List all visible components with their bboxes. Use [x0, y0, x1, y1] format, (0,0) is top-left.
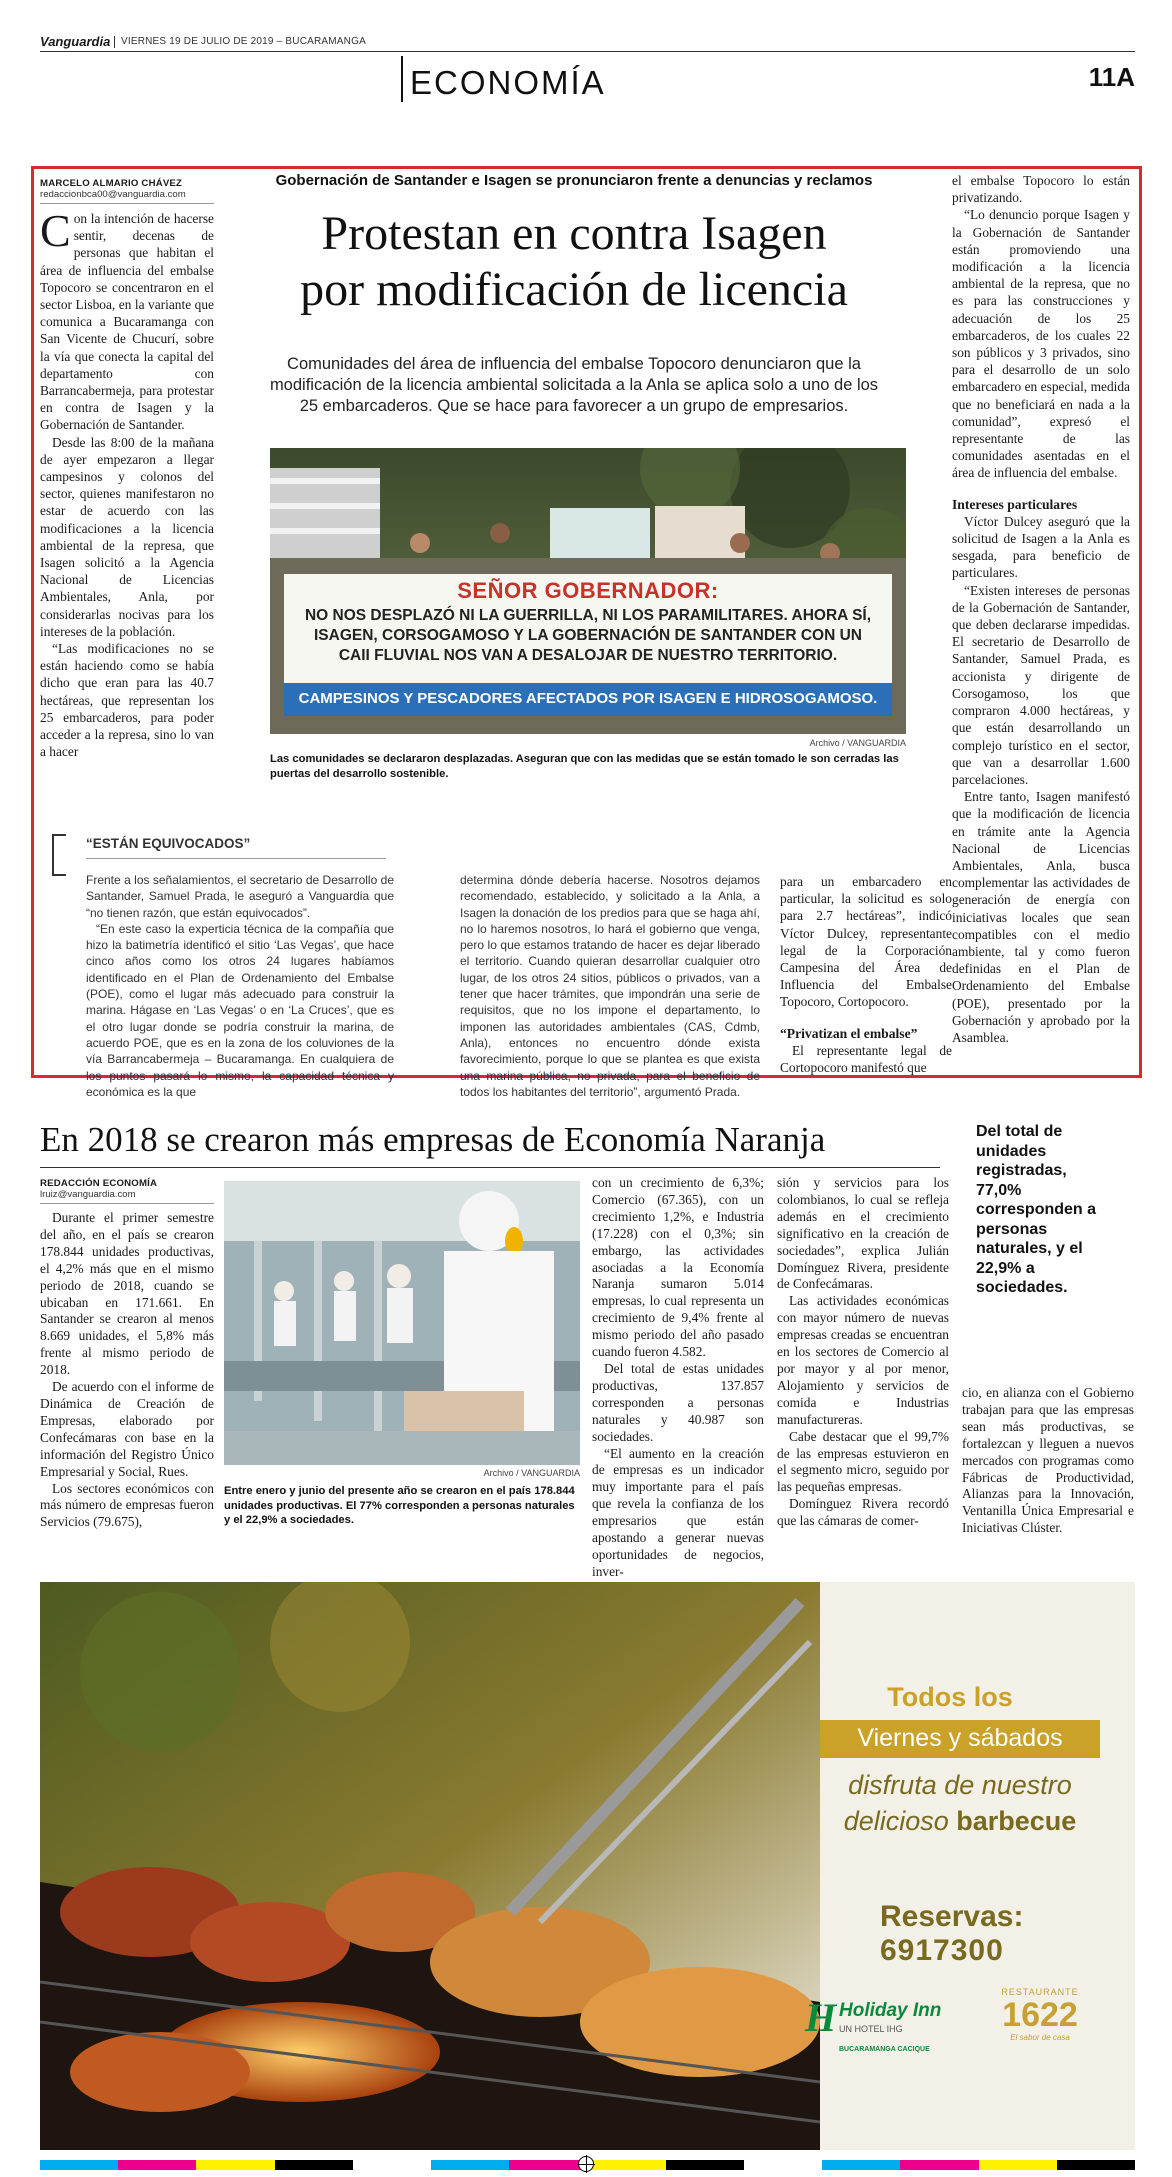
paragraph: Los sectores económicos con más número de empresas fueron Servicios (79.675),	[40, 1480, 214, 1530]
restaurant-label: RESTAURANTE	[1001, 1987, 1079, 1997]
paragraph: el embalse Topocoro lo están privatizando.	[952, 173, 1130, 206]
article1-col4	[780, 873, 952, 1076]
sidebar-col2	[460, 872, 760, 1100]
article2-headline-rule	[40, 1167, 940, 1168]
paragraph: “Las modificaciones no se están haciendo como se había dicho que eran para las 40.7 hectáreas, que representan los 25 embarcaderos, para poder acceder a la represa, sino lo van a hacer	[40, 641, 214, 760]
restaurant-sub: El sabor de casa	[1010, 2033, 1070, 2042]
subhead-intereses: Intereses particulares	[952, 496, 1078, 512]
sidebar-rule	[86, 858, 386, 859]
dateline: VIERNES 19 DE JULIO DE 2019 – BUCARAMANGA	[121, 36, 366, 47]
grill-photo	[40, 1582, 820, 2150]
article1-col1	[40, 178, 214, 761]
byline-email[interactable]: lruiz@vanguardia.com	[40, 1189, 214, 1204]
color-swatch	[196, 2160, 274, 2170]
protest-photo	[270, 448, 906, 734]
paragraph: “En este caso la experticia técnica de la compañía que hizo la batimetría identificó el sitio ‘Las Vegas’, que hace cinco años como los otros 24 lugares habíamos identificado en el Plan de Ordenamiento del Embalse (POE), como el lugar más adecuado para construir la marina. Hágase en ‘Las Vegas’ o en ‘La Cruces’, que es el otro lugar donde se podría construir la marina, de acuerdo POE, que es en la zona de los coluviones de la vía Barrancabermeja – Bucaramanga. En cualquiera de los puntos pasará lo mismo, la capacidad técnica y económica es la que	[86, 921, 394, 1099]
ad-line3: disfruta de nuestro	[848, 1770, 1072, 1800]
paragraph: Entre tanto, Isagen manifestó que la modificación de licencia en trámite ante la Agencia Nacional de Licencias Ambientales, Anla, busca complementar las actividades de generación de energía con iniciativas locales que sean compatibles con el medio ambiente, tal y como fueron definidas en el Plan de Ordenamiento del Embalse (POE), presentado por la Gobernación y aprobado por la Asamblea.	[952, 789, 1130, 1045]
paragraph: on la intención de hacerse sentir, decenas de personas que habitan el área de influencia del embalse Topocoro se concentraron en el sector Lisboa, en la variante que comunica a Bucaramanga con San Vicente de Chucurí, sobre la vía que conecta la capital del departamento con Barrancabermeja, para protestar en contra de Isagen y la Gobernación de Santander.	[40, 211, 214, 433]
banner-line: NO NOS DESPLAZÓ NI LA GUERRILLA, NI LOS PARAMILITARES. AHORA SÍ,	[304, 607, 872, 624]
ad-line4-b: barbecue	[956, 1806, 1077, 1836]
paragraph: El representante legal de Cortopocoro manifestó que	[780, 1042, 952, 1076]
paragraph: determina dónde debería hacerse. Nosotros dejamos recomendado, establecido, y solicitado a la Anla, a Isagen la donación de los predios para que se haga ahí, no lo haremos nosotros, lo hará el gobierno que venga, pero lo que estamos tratando de hacer es dejar liberado el territorio. Cuando quieran desarrollar cualquier otro lugar, de los otros 24 sitios, públicos o privados, van a tener que hacer trámites, que impondrán una serie de requisitos, que no los impone el departamento, lo imponen las autoridades ambientales (CAS, Cdmb, Anla), entonces no encuentro dónde exista favorecimiento, porque lo que se plantea es que exista una marina pública, no privada, para el beneficio de todos los habitantes del territorio”, argumentó Prada.	[460, 873, 760, 1099]
article2-col4	[777, 1175, 949, 1530]
article2-col3	[592, 1175, 764, 1581]
paragraph: Desde las 8:00 de la mañana de ayer empezaron a llegar campesinos y colonos del sector, quienes manifestaron no estar de acuerdo con las modificaciones a la licencia ambiental de la represa, que Isagen solicitó a la Agencia Nacional de Licencias Ambientales, Anla, por considerarlas nocivas para los intereses de la población.	[40, 434, 214, 639]
color-swatch	[509, 2160, 587, 2170]
ad-line1: Todos los	[887, 1682, 1013, 1712]
holiday-inn-logo	[805, 1992, 965, 2062]
brand-logo: Vanguardia	[40, 34, 111, 49]
color-swatch	[431, 2160, 509, 2170]
paragraph: “Lo denuncio porque Isagen y la Gobernación de Santander están promoviendo una modificación a la licencia ambiental de la represa, que no es para las construcciones y adecuación de los 25 embarcaderos, de los cuales 22 son públicos y 3 privados, sino para el desarrollo de un solo embarcadero en especial, medida que no beneficiará en nada a la comunidad”, expresó el representante de las comunidades asentadas en el área de influencia del embalse.	[952, 207, 1130, 481]
paragraph: con un crecimiento de 6,3%; Comercio (67.365), con un crecimiento 1,2%, e Industria (17.228) con el 0,3%; sin embargo, las actividades asociadas a la Economía Naranja sumaron 5.014 empresas, lo cual representa un crecimiento de 9,4% frente al mismo periodo del año pasado cuando fueron 4.582.	[592, 1175, 764, 1360]
paragraph: cio, en alianza con el Gobierno trabajan para que las empresas sean más productivas, se fortalezcan y lleguen a nuevos mercados con programas como Fábricas de Productividad, Alianzas para la Innovación, Ventanilla Única Empresarial e Iniciativas Clúster.	[962, 1385, 1134, 1536]
lead: Comunidades del área de influencia del embalse Topocoro denunciaron que la modificación de la licencia ambiental solicitada a la Anla se aplica solo a uno de los 25 embarcaderos. Que se hace para favorecer a un grupo de empresarios.	[269, 355, 879, 415]
paragraph: Cabe destacar que el 99,7% de las empresas estuvieron en el segmento micro, seguido por las pequeñas empresas.	[777, 1428, 949, 1495]
color-swatch	[588, 2160, 666, 2170]
sidebar-title: “ESTÁN EQUIVOCADOS”	[86, 836, 251, 851]
ad-line4-a: delicioso	[843, 1806, 957, 1836]
paragraph: Durante el primer semestre del año, en el país se crearon 178.844 unidades productivas, el 4,2% más que en el mismo periodo de 2018, cuando se ubicaban en 171.661. En Santander se crearon al menos 8.669 unidades, el 5,8% más frente al mismo periodo de 2018.	[40, 1210, 214, 1378]
sidebar-col1	[86, 872, 394, 1100]
color-swatch	[118, 2160, 196, 2170]
registration-mark-icon	[578, 2156, 594, 2172]
color-swatch	[900, 2160, 978, 2170]
banner-footer: CAMPESINOS Y PESCADORES AFECTADOS POR ISAGEN E HIDROSOGAMOSO.	[298, 690, 878, 707]
header-rule	[40, 51, 1135, 52]
photo-credit: Archivo / VANGUARDIA	[809, 738, 906, 748]
banner-line: ISAGEN, CORSOGAMOSO Y LA GOBERNACIÓN DE SANTANDER CON UN	[314, 627, 862, 644]
page-header	[40, 34, 1135, 104]
headline-line: Protestan en contra Isagen	[321, 207, 827, 260]
ad-line2: Viernes y sábados	[857, 1724, 1063, 1752]
paragraph: Del total de estas unidades productivas, 137.857 corresponden a personas naturales y 40.987 son sociedades.	[592, 1360, 764, 1444]
section-title: ECONOMÍA	[410, 64, 606, 101]
factory-photo	[224, 1181, 580, 1465]
article1-right-col	[952, 172, 1130, 1046]
byline-name: MARCELO ALMARIO CHÁVEZ	[40, 178, 183, 189]
sidebar-bracket	[52, 834, 66, 876]
paragraph: sión y servicios para los colombianos, lo cual se refleja además en el crecimiento significativo en la creación de sociedades”, explica Julián Domínguez Rivera, presidente de Confecámaras.	[777, 1175, 949, 1292]
article2-headline: En 2018 se crearon más empresas de Economía Naranja	[40, 1120, 826, 1159]
subhead-privatizan: “Privatizan el embalse”	[780, 1025, 918, 1041]
holiday-inn-name: Holiday Inn	[839, 2000, 942, 2021]
color-swatch	[666, 2160, 744, 2170]
banner-title: SEÑOR GOBERNADOR:	[457, 578, 719, 603]
paragraph: “Existen intereses de personas de la Gobernación de Santander, que deben declararse impedidas. El secretario de Desarrollo de Santander, Samuel Prada, es accionista y dirigente de Corsogamoso, los que compraron 4.000 hectáreas, y que están desarrollando un complejo turístico en el sector, que van a desarrollar 1.600 parcelaciones.	[952, 582, 1130, 787]
article1-col1-text	[40, 205, 214, 761]
paragraph: “El aumento en la creación de empresas es un indicador muy importante para el país que revela la confianza de los empresarios que están apostando a generar nuevas oportunidades de negocios, inver-	[592, 1445, 764, 1579]
banner-line: CAII FLUVIAL NOS VAN A DESALOJAR DE NUESTRO TERRITORIO.	[338, 647, 838, 664]
article2-col1-text	[40, 1210, 214, 1531]
kicker: Gobernación de Santander e Isagen se pronunciaron frente a denuncias y reclamos	[275, 172, 873, 189]
color-swatch	[744, 2160, 822, 2170]
article2-col5	[962, 1385, 1134, 1537]
paragraph: Víctor Dulcey aseguró que la solicitud de Isagen a la Anla es sesgada, para beneficio de particulares.	[952, 513, 1130, 581]
factory-photo-art	[224, 1181, 580, 1465]
ad-line4	[800, 1806, 1120, 1837]
color-swatch	[979, 2160, 1057, 2170]
banner-text	[288, 606, 888, 666]
photo-caption: Entre enero y junio del presente año se crearon en el país 178.844 unidades productivas. El 77% corresponden a personas naturales y el 22,9% a sociedades.	[224, 1485, 575, 1526]
holiday-inn-h-icon: H	[805, 1995, 837, 2040]
headline-line: por modificación de licencia	[300, 263, 848, 316]
byline-email[interactable]: redaccionbca00@vanguardia.com	[40, 189, 214, 204]
highlight-quote: Del total de unidades registradas, 77,0% corresponden a personas naturales, y el 22,9% a sociedades.	[976, 1123, 1097, 1296]
header-divider-small	[114, 36, 115, 48]
photo-caption: Las comunidades se declararon desplazadas. Aseguran que con las medidas que se están tomado le son cerradas las puertas del desarrollo sostenible.	[270, 753, 899, 780]
dropcap: C	[40, 205, 71, 256]
holiday-inn-location: BUCARAMANGA CACIQUE	[839, 2046, 930, 2053]
reservas-phone[interactable]: 6917300	[880, 1934, 1004, 1967]
paragraph: Domínguez Rivera recordó que las cámaras de comer-	[777, 1496, 949, 1529]
paragraph: Frente a los señalamientos, el secretario de Desarrollo de Santander, Samuel Prada, le aseguró a Vanguardia que “no tienen razón, que están equivocados”.	[86, 873, 394, 920]
headline	[228, 206, 920, 318]
color-swatch	[40, 2160, 118, 2170]
color-swatch	[275, 2160, 353, 2170]
photo-credit: Archivo / VANGUARDIA	[483, 1468, 580, 1478]
page-number: 11A	[1088, 62, 1135, 92]
restaurant-logo	[975, 1987, 1105, 2067]
paragraph: para un embarcadero en particular, la solicitud es solo para 2.7 hectáreas”, indicó Víctor Dulcey, representante legal de la Corporación Campesina del Área de Influencia del Embalse Topocoro, Cortopocoro.	[780, 874, 952, 1010]
byline-name: REDACCIÓN ECONOMÍA	[40, 1178, 158, 1189]
holiday-inn-sub: UN HOTEL IHG	[839, 2024, 903, 2034]
paragraph: De acuerdo con el informe de Dinámica de Creación de Empresas, elaborado por Confecámaras con base en la información del Registro Único Empresarial y Social, Rues.	[40, 1379, 214, 1479]
color-swatch	[822, 2160, 900, 2170]
article2-col1	[40, 1178, 214, 1531]
color-swatch	[353, 2160, 431, 2170]
reservas-label: Reservas:	[880, 1900, 1024, 1933]
section-divider	[401, 56, 403, 102]
paragraph: Las actividades económicas con mayor número de nuevas empresas creadas se encuentran en los sectores de Comercio al por mayor y al por menor, Alojamiento y servicios de comida e Industrias manufactureras.	[777, 1293, 949, 1427]
bbq-advertisement[interactable]	[40, 1582, 1135, 2150]
restaurant-number: 1622	[1002, 1996, 1078, 2034]
color-swatch	[1057, 2160, 1135, 2170]
